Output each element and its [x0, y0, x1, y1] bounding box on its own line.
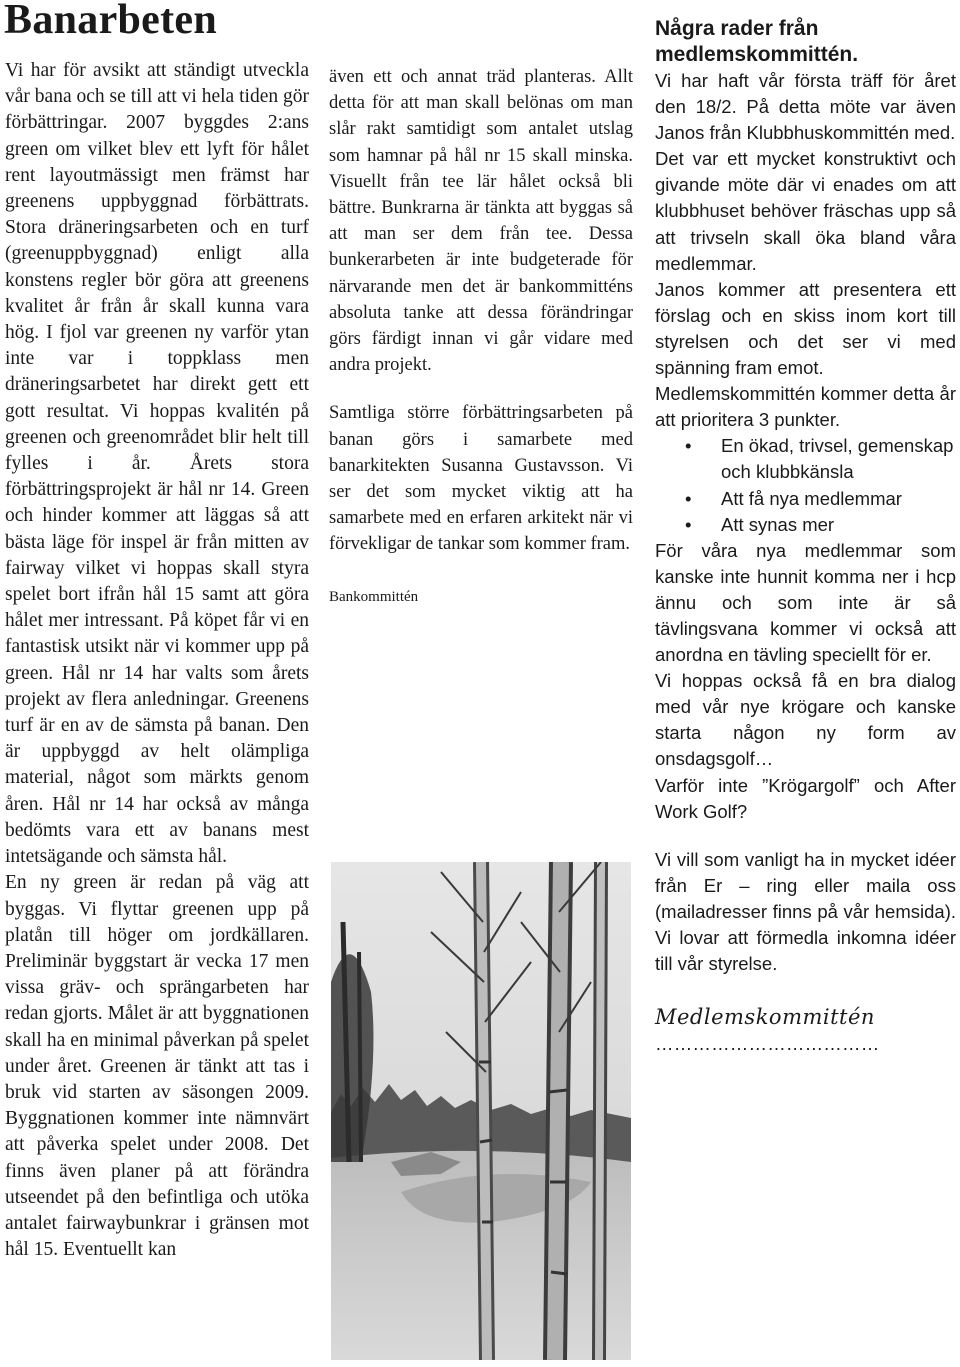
article-paragraph: Varför inte ”Krögargolf” och After Work Golf?: [655, 774, 956, 822]
bullet-icon: •: [685, 435, 692, 457]
article-paragraph: Janos kommer att presentera ett förslag och en skiss inom kort till styrelsen och det ser vi med spänning fram emot.: [655, 278, 956, 379]
article-column-middle: [329, 64, 633, 610]
birch-trees-image: [331, 862, 631, 1360]
article-paragraph: Det var ett mycket konstruktivt och givande möte där vi enades om att klubbhuset behöver fräschas upp så att trivseln skall öka bland våra medlemmar.: [655, 148, 956, 274]
article-column-left: [5, 58, 309, 1263]
article-paragraph: Vi har haft vår första träff för året den 18/2. På detta möte var även Janos från Klubbhuskommittén med.: [655, 70, 956, 144]
landscape-photo: [331, 862, 631, 1360]
article-paragraph: En ny green är redan på väg att byggas. Vi flyttar greenen upp på platån till höger om jordkällaren. Preliminär byggstart är vecka 17 men vissa gräv- och sprängarbeten har redan gjorts. Målet är att byggnationen skall ha en minimal påverkan på spelet under året. Greenen är tänkt att tas i bruk vid starten av säsongen 2009. Byggnationen kommer inte nämnvärt att påverka spelet under 2008. Det finns även planer på att förändra utseendet på den befintliga och utöka antalet fairwaybunkrar i gränsen mot hål 15. Eventuellt kan: [5, 872, 309, 1261]
bullet-icon: •: [685, 487, 692, 509]
committee-signature: Medlemskommittén: [655, 1005, 875, 1030]
priority-list: [655, 433, 956, 537]
section-heading: Några rader från medlemskommittén.: [655, 17, 859, 66]
article-paragraph: Medlemskommittén kommer detta år att prioritera 3 punkter.: [655, 383, 956, 431]
article-paragraph: Samtliga större förbättringsarbeten på banan görs i samarbete med banarkitekten Susanna Gustavsson. Vi ser det som mycket viktig att ha samarbete med en erfaren arkitekt när vi förvekligar de tankar som kommer fram.: [329, 403, 633, 555]
article-signature: Bankommittén: [329, 588, 419, 605]
article-paragraph: Vi vill som vanligt ha in mycket idéer från Er – ring eller maila oss (mailadresser finns på vår hemsida). Vi lovar att förmedla inkomna idéer till vår styrelse.: [655, 848, 956, 975]
list-item: • En ökad, trivsel, gemenskap och klubbkänsla: [685, 435, 954, 483]
list-item: • Att få nya medlemmar: [655, 486, 956, 512]
article-paragraph: Vi har för avsikt att ständigt utveckla vår bana och se till att vi hela tiden gör förbättringar. 2007 byggdes 2:ans green om vilket blev ett lyft för hålet rent layoutmässigt men främst har greenens uppbyggnad förbättrats. Stora dräneringsarbeten och en turf (greenuppbyggnad) enligt alla konstens regler bör göra att greenens kvalitet år från år skall kunna vara hög. I fjol var greenen ny varför ytan inte var i toppklass men dräneringsarbetet har direkt gett ett gott resultat. Vi hoppas kvalitén på greenen och greenområdet blir helt till fylles i år. Årets stora förbättringsprojekt är hål nr 14. Green och hinder kommer att läggas så att bästa läge för inspel är från mitten av fairway vilket vi hoppas skall styra spelet bort ifrån hål 15 samt att göra hålet mer intressant. På köpet får vi en fantastisk utsikt när vi kommer upp på green. Hål nr 14 har valts som årets projekt av flera anledningar. Greenens turf är en av de sämsta på banan. Den är uppbyggd av helt olämpliga material, något som märkts genom åren. Hål nr 14 har också av många bedömts vara ett av banans mest intetsägande och sämsta hål.: [5, 60, 309, 868]
article-paragraph: För våra nya medlemmar som kanske inte hunnit komma ner i hcp ännu och som inte är så tävlingsvana kommer vi också att anordna en tävling speciellt för er.: [655, 539, 956, 666]
bullet-icon: •: [685, 513, 692, 535]
article-column-right: [655, 16, 956, 1057]
article-paragraph: Vi hoppas också få en bra dialog med vår nye krögare och kanske starta någon ny form av onsdagsgolf…: [655, 670, 956, 770]
list-item: • Att synas mer: [655, 512, 956, 538]
signature-dots: ………………………………: [655, 1033, 880, 1055]
article-paragraph: även ett och annat träd planteras. Allt detta för att man skall belönas om man slår rakt samtidigt som antalet utslag som hamnar på hål nr 15 skall minska. Visuellt från tee lär hålet också bli bättre. Bunkrarna är tänkta att byggas så att man ser dem från tee. Dessa bunkerarbeten är inte budgeterade för närvarande men det är bankommitténs absoluta tanke att dessa förändringar görs färdigt innan vi går vidare med andra projekt.: [329, 67, 633, 376]
page-title: Banarbeten: [4, 0, 217, 43]
